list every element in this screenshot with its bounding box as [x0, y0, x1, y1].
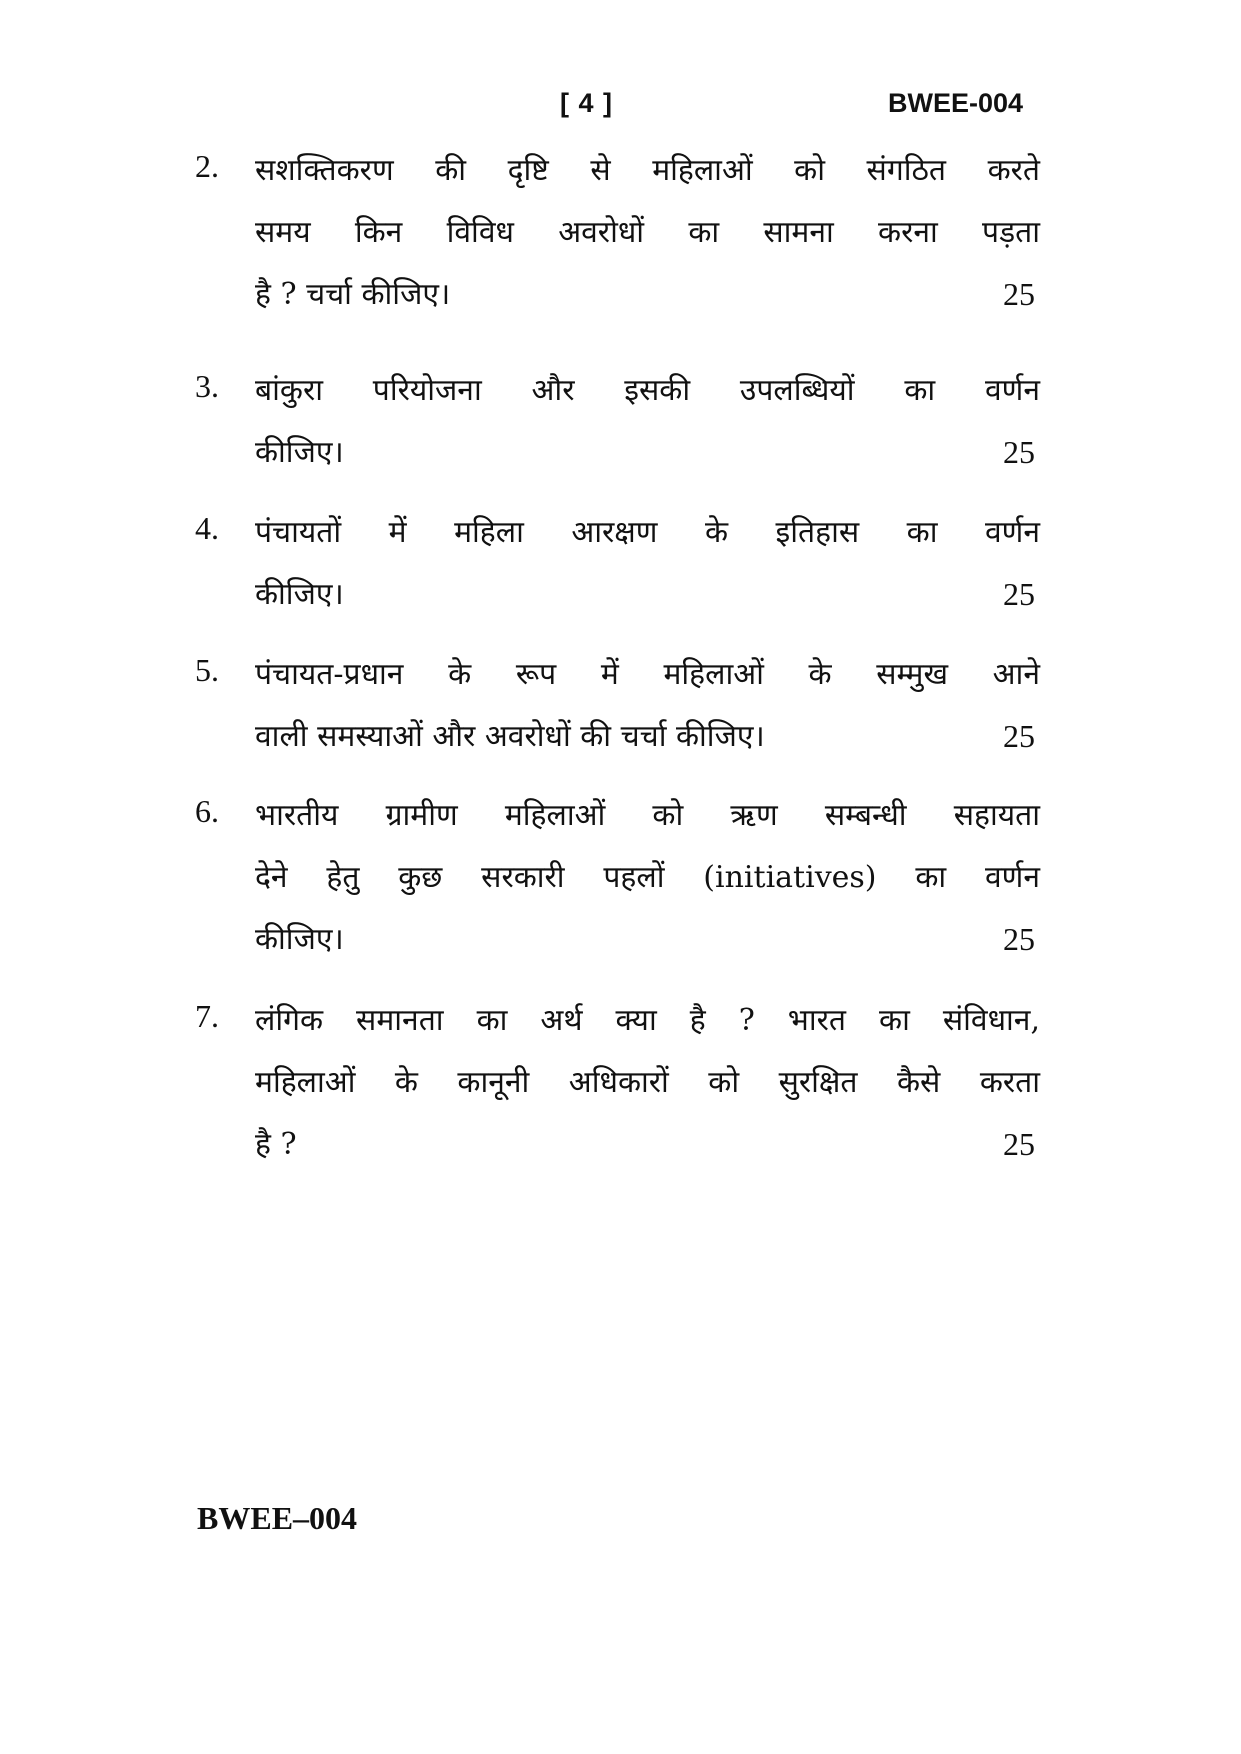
question-text-line: सशक्तिकरण की दृष्टि से महिलाओं को संगठित करते — [255, 153, 1040, 188]
question-text-line: लंगिक समानता का अर्थ क्या है ? भारत का संविधान, — [255, 1003, 1040, 1038]
question-text-line: महिलाओं के कानूनी अधिकारों को सुरक्षित कैसे करता — [255, 1065, 1040, 1100]
question-marks: 25 — [1003, 1126, 1035, 1162]
question-text-line: भारतीय ग्रामीण महिलाओं को ऋण सम्बन्धी सहायता — [255, 798, 1040, 833]
question-text-line: समय किन विविध अवरोधों का सामना करना पड़ता — [255, 215, 1040, 250]
course-code-header: BWEE-004 — [888, 88, 1024, 118]
question-number: 6. — [195, 793, 219, 829]
question-text-line: देने हेतु कुछ सरकारी पहलों (initiatives) का वर्णन — [255, 860, 1040, 895]
question-text-line: कीजिए। — [255, 435, 344, 470]
question-text-line: बांकुरा परियोजना और इसकी उपलब्धियों का वर्णन — [255, 373, 1040, 408]
question-text-line: कीजिए। — [255, 577, 344, 612]
question-marks: 25 — [1003, 276, 1035, 312]
question-number: 3. — [195, 368, 219, 404]
question-marks: 25 — [1003, 921, 1035, 957]
question-text-line: वाली समस्याओं और अवरोधों की चर्चा कीजिए। — [255, 719, 765, 754]
question-text-line: है ? चर्चा कीजिए। — [255, 277, 451, 312]
question-text-line: कीजिए। — [255, 922, 344, 957]
question-number: 2. — [195, 148, 219, 184]
course-code-footer: BWEE–004 — [197, 1500, 358, 1536]
page-number: [ 4 ] — [560, 88, 614, 118]
question-number: 5. — [195, 652, 219, 688]
question-marks: 25 — [1003, 434, 1035, 470]
question-text-line: पंचायतों में महिला आरक्षण के इतिहास का वर्णन — [255, 515, 1040, 550]
question-number: 7. — [195, 998, 219, 1034]
question-text-line: है ? — [255, 1127, 297, 1162]
question-number: 4. — [195, 510, 219, 546]
question-text-line: पंचायत-प्रधान के रूप में महिलाओं के सम्मुख आने — [255, 657, 1040, 692]
question-marks: 25 — [1003, 576, 1035, 612]
question-marks: 25 — [1003, 718, 1035, 754]
